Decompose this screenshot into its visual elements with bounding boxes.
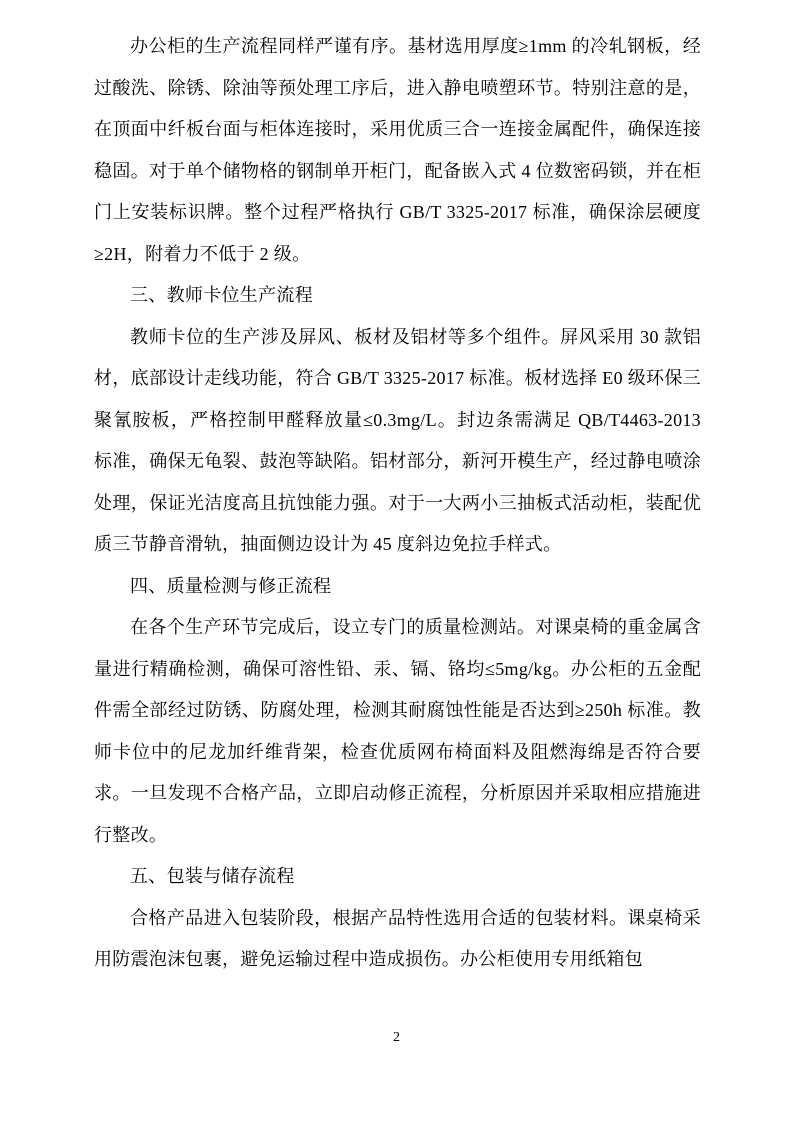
paragraph-cabinet-production: 办公柜的生产流程同样严谨有序。基材选用厚度≥1mm 的冷轧钢板，经过酸洗、除锈、除油等预处理工序后，进入静电喷塑环节。特别注意的是，在顶面中纤板台面与柜体连接时，采用优质三合一连接金属配件，确保连接稳固。对于单个储物格的钢制单开柜门，配备嵌入式 4 位数密码锁，并在柜门上安装标识牌。整个过程严格执行 GB/T 3325-2017 标准，确保涂层硬度≥2H，附着力不低于 2 级。 [94,36,701,264]
paragraph-quality-inspection: 在各个生产环节完成后，设立专门的质量检测站。对课桌椅的重金属含量进行精确检测，确保可溶性铅、汞、镉、铬均≤5mg/kg。办公柜的五金配件需全部经过防锈、防腐处理，检测其耐腐蚀性能是否达到≥250h 标准。教师卡位中的尼龙加纤维背架，检查优质网布椅面料及阻燃海绵是否符合要求。一旦发现不合格产品，立即启动修正流程，分析原因并采取相应措施进行整改。 [94,617,701,845]
document-body [94,26,701,981]
section-heading-teacher-station: 三、教师卡位生产流程 [130,285,313,305]
paragraph-packaging: 合格产品进入包装阶段，根据产品特性选用合适的包装材料。课桌椅采用防震泡沫包裹，避免运输过程中造成损伤。办公柜使用专用纸箱包 [94,907,701,969]
section-heading-quality-inspection: 四、质量检测与修正流程 [130,575,332,596]
section-heading-packaging-storage: 五、包装与储存流程 [130,866,295,886]
page-number: 2 [393,1030,400,1045]
paragraph-teacher-station-production: 教师卡位的生产涉及屏风、板材及铝材等多个组件。屏风采用 30 款铝材，底部设计走线功能，符合 GB/T 3325-2017 标准。板材选择 E0 级环保三聚氰胺板，严格控制甲醛释放量≤0.3mg/L。封边条需满足 QB/T4463-2013 标准，确保无龟裂、鼓泡等缺陷。铝材部分，新河开模生产，经过静电喷涂处理，保证光洁度高且抗蚀能力强。对于一大两小三抽板式活动柜，装配优质三节静音滑轨，抽面侧边设计为 45 度斜边免拉手样式。 [94,326,701,554]
